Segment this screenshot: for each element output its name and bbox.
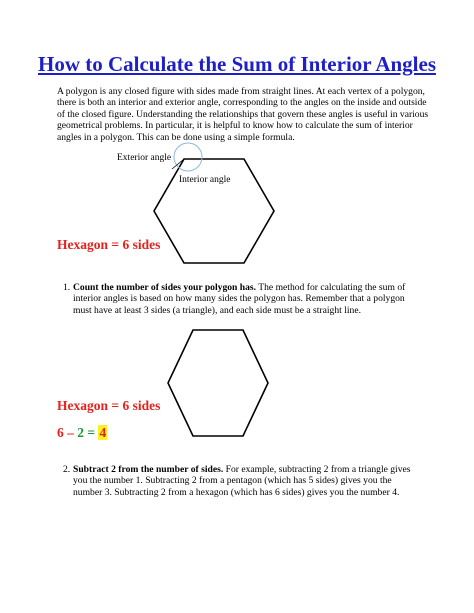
intro-paragraph: A polygon is any closed figure with sides made from straight lines. At each vertex of a polygon, there is both an interior and exterior angle, corresponding to the angles on the inside and outside of the closed figure. Understanding the relationships that govern these angles is useful in various geometrical problems. In particular, it is helpful to know how to calculate the sum of interior angles in a polygon. This can be done using a simple formula. (57, 86, 429, 143)
page-title: How to Calculate the Sum of Interior Angles (37, 52, 436, 76)
equation-equals: = (84, 425, 99, 440)
subtraction-equation (57, 425, 107, 441)
hexagon-caption-2: Hexagon = 6 sides (57, 398, 161, 413)
equation-sides: 6 (57, 425, 64, 440)
step-1-text: The method for calculating the sum of interior angles is based on how many sides the polygon has. Remember that a polygon must have at least 3 sides (a triangle), and each side must be a straight line. (73, 282, 406, 316)
equation-result: 4 (99, 425, 107, 440)
step-2-text: For example, subtracting 2 from a triangle gives you the number 1. Subtracting 2 from a pentagon (which has 5 sides) gives you the number 3. Subtracting 2 from a hexagon (which has 6 sides) gives you the number 4. (73, 464, 411, 498)
step-1-heading: Count the number of sides your polygon has. (73, 282, 257, 293)
hexagon-2 (168, 330, 268, 436)
exterior-angle-circle (174, 143, 202, 171)
step-1 (63, 282, 418, 316)
equation-two: 2 (77, 425, 84, 440)
step-2-heading: Subtract 2 from the number of sides. (73, 464, 224, 475)
equation-minus: – (63, 425, 78, 440)
step-1-number: 1. (63, 282, 71, 293)
interior-angle-label: Interior angle (179, 175, 231, 185)
exterior-angle-label: Exterior angle (117, 153, 172, 163)
hexagon-caption-1: Hexagon = 6 sides (57, 237, 161, 252)
exterior-extension-line (172, 159, 184, 169)
step-2-number: 2. (63, 464, 71, 475)
step-2 (63, 464, 418, 498)
